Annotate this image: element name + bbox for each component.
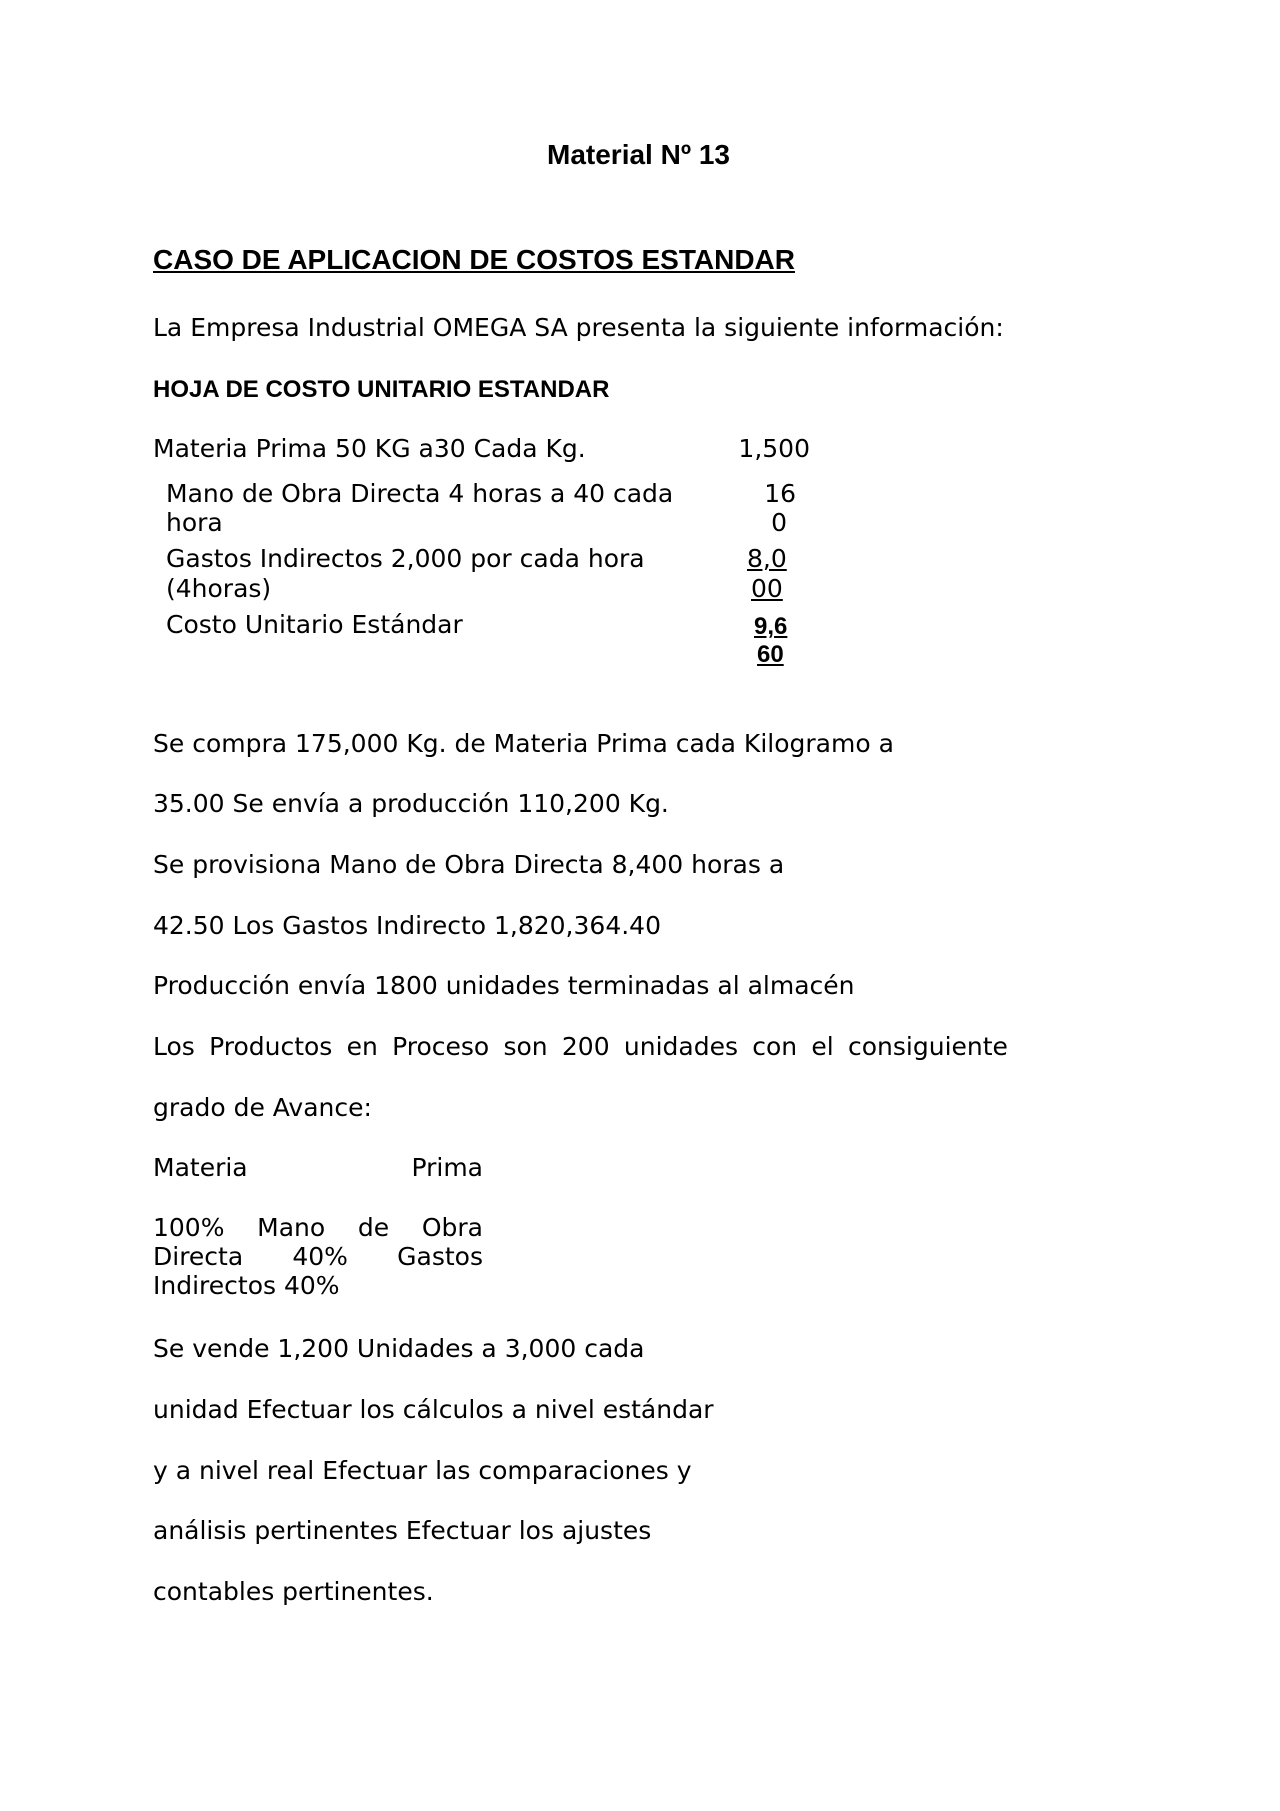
cost-row-materia-label: Materia Prima 50 KG a30 Cada Kg. bbox=[153, 434, 586, 463]
word: Materia bbox=[153, 1153, 248, 1182]
paragraph-avance: grado de Avance: bbox=[153, 1093, 372, 1122]
paragraph-envio: 35.00 Se envía a producción 110,200 Kg. bbox=[153, 789, 669, 818]
word: el bbox=[811, 1032, 834, 1061]
word: 40% bbox=[292, 1242, 348, 1271]
cost-row-mano-value-2: 0 bbox=[771, 508, 787, 537]
cost-row-gastos-label-1: Gastos Indirectos 2,000 por cada hora bbox=[166, 544, 645, 573]
cost-row-gastos-value-2: 00 bbox=[751, 574, 783, 603]
progress-line-3 bbox=[153, 1242, 483, 1271]
cost-row-mano-label-2: hora bbox=[166, 508, 223, 537]
progress-line-2 bbox=[153, 1213, 483, 1242]
cost-row-materia-value: 1,500 bbox=[738, 434, 810, 463]
progress-line-4: Indirectos 40% bbox=[153, 1271, 340, 1300]
word: de bbox=[357, 1213, 390, 1242]
word: 200 bbox=[561, 1032, 610, 1061]
closing-line-4: análisis pertinentes Efectuar los ajustes bbox=[153, 1516, 652, 1545]
case-heading: CASO DE APLICACION DE COSTOS ESTANDAR bbox=[153, 244, 795, 275]
paragraph-gastos: 42.50 Los Gastos Indirecto 1,820,364.40 bbox=[153, 911, 661, 940]
word: Obra bbox=[421, 1213, 483, 1242]
closing-line-3: y a nivel real Efectuar las comparaciones y bbox=[153, 1456, 692, 1485]
material-title: Material Nº 13 bbox=[547, 139, 730, 170]
word: Productos bbox=[209, 1032, 333, 1061]
word: Los bbox=[153, 1032, 195, 1061]
cost-row-mano-label-1: Mano de Obra Directa 4 horas a 40 cada bbox=[166, 479, 674, 508]
paragraph-produccion: Producción envía 1800 unidades terminadas al almacén bbox=[153, 971, 855, 1000]
paragraph-proceso-line bbox=[153, 1032, 1008, 1061]
closing-line-2: unidad Efectuar los cálculos a nivel estándar bbox=[153, 1395, 714, 1424]
word: 100% bbox=[153, 1213, 225, 1242]
word: Proceso bbox=[392, 1032, 490, 1061]
word: consiguiente bbox=[848, 1032, 1008, 1061]
word: en bbox=[346, 1032, 378, 1061]
paragraph-compra: Se compra 175,000 Kg. de Materia Prima cada Kilogramo a bbox=[153, 729, 894, 758]
cost-row-total-label: Costo Unitario Estándar bbox=[166, 610, 463, 639]
word: son bbox=[503, 1032, 548, 1061]
cost-row-total-value-2: 60 bbox=[757, 641, 784, 668]
word: Gastos bbox=[397, 1242, 483, 1271]
word: Mano bbox=[257, 1213, 326, 1242]
word: Prima bbox=[411, 1153, 483, 1182]
closing-line-5: contables pertinentes. bbox=[153, 1577, 434, 1606]
cost-sheet-heading: HOJA DE COSTO UNITARIO ESTANDAR bbox=[153, 376, 610, 403]
progress-line-1 bbox=[153, 1153, 483, 1182]
cost-row-gastos-value-1: 8,0 bbox=[747, 544, 787, 573]
cost-row-total-value-1: 9,6 bbox=[754, 613, 788, 640]
cost-row-mano-value-1: 16 bbox=[764, 479, 796, 508]
word: unidades bbox=[623, 1032, 738, 1061]
cost-row-gastos-label-2: (4horas) bbox=[166, 574, 272, 603]
paragraph-mano-obra: Se provisiona Mano de Obra Directa 8,400 horas a bbox=[153, 850, 785, 879]
word: Directa bbox=[153, 1242, 244, 1271]
word: con bbox=[752, 1032, 798, 1061]
intro-text: La Empresa Industrial OMEGA SA presenta la siguiente información: bbox=[153, 313, 1004, 342]
closing-line-1: Se vende 1,200 Unidades a 3,000 cada bbox=[153, 1334, 645, 1363]
